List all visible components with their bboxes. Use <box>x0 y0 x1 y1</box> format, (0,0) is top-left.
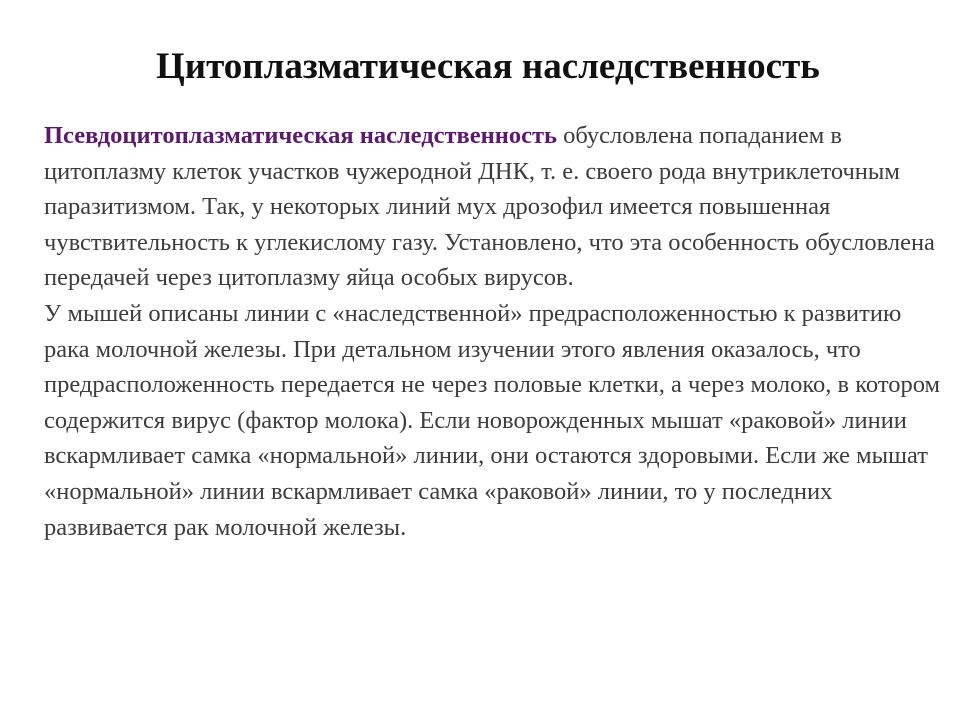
slide-title: Цитоплазматическая наследственность <box>156 46 820 87</box>
slide-body <box>44 118 944 545</box>
paragraph-mice-cancer: У мышей описаны линии с «наследственной» предрасположенностью к развитию рака молочной железы. При детальном изучении этого явления оказалось, что предрасположенность передается не через половые клетки, а через молоко, в котором содержится вирус (фактор молока). Если новорожденных мышат «раковой» линии вскармливает самка «нормальной» линии, они остаются здоровыми. Если же мышат «нормальной» линии вскармливает самка «раковой» линии, то у последних развивается рак молочной железы. <box>44 299 940 541</box>
paragraph-1-text: обусловлена попаданием в цитоплазму клеток участков чужеродной ДНК, т. е. своего рода внутриклеточным паразитизмом. Так, у некоторых линий мух дрозофил имеется повышенная чувствительность к углекислому газу. Установлено, что эта особенность обусловлена передачей через цитоплазму яйца особых вирусов. <box>44 122 935 292</box>
paragraph-pseudocytoplasmic <box>44 118 944 296</box>
highlighted-term: Псевдоцитоплазматическая наследственность <box>44 122 557 149</box>
slide-title-container <box>156 44 936 90</box>
